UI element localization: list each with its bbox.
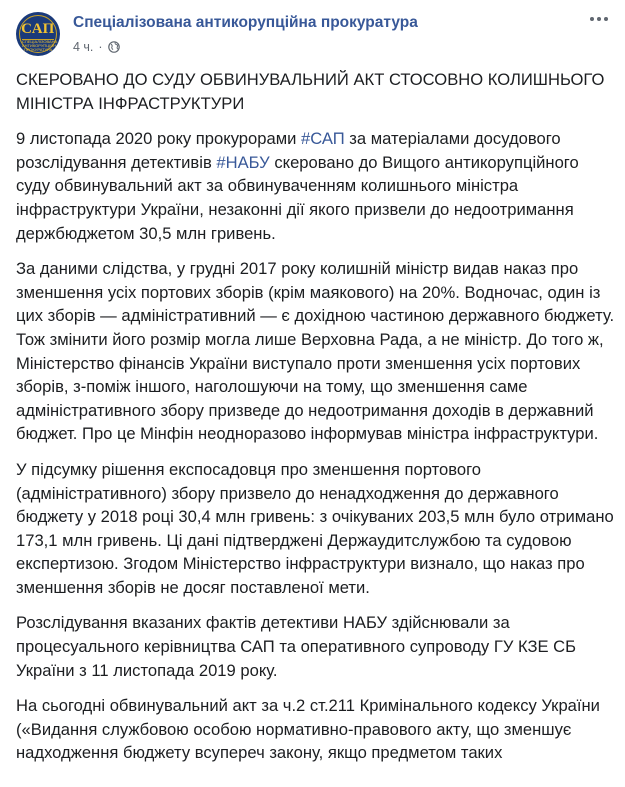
post-timestamp[interactable]: 4 ч. bbox=[73, 40, 94, 54]
post-header bbox=[16, 10, 609, 66]
post-paragraph-2: За даними слідства, у грудні 2017 року колишній міністр видав наказ про зменшення усіх портових зборів (крім маякового) на 20%. Водночас, один із цих зборів — адміністративний — є дохідною частиною державного бюджету. Тож змінити його розмір могла лише Верховна Рада, а не міністр. До того ж, Міністерство фінансів України виступало проти зменшення усіх портових зборів, з-поміж іншого, наголошуючи на тому, що зменшення саме адміністративного збору призведе до недоотримання доходів в державний бюджет. Про це Мінфін неодноразово інформував міністра інфраструктури. bbox=[16, 259, 615, 444]
meta-separator: · bbox=[98, 40, 103, 54]
post-meta bbox=[73, 40, 120, 54]
avatar-caption: СПЕЦІАЛІЗОВАНА АНТИКОРУПЦІЙНА ПРОКУРАТУРА bbox=[22, 39, 59, 52]
globe-icon[interactable] bbox=[108, 41, 120, 53]
avatar[interactable] bbox=[16, 12, 60, 56]
post-paragraph-4: Розслідування вказаних фактів детективи НАБУ здійснювали за процесуального керівництва САП та оперативного супроводу ГУ КЗЕ СБ України з 11 листопада 2019 року. bbox=[16, 613, 577, 680]
post-title: СКЕРОВАНО ДО СУДУ ОБВИНУВАЛЬНИЙ АКТ СТОСОВНО КОЛИШНЬОГО МІНІСТРА ІНФРАСТРУКТУРИ bbox=[16, 70, 605, 113]
post-paragraph-1 bbox=[16, 127, 616, 245]
paragraph-text: скеровано до Вищого антикорупційного суду обвинувальний акт за обвинуваченням колишнього міністра інфраструктури України, незаконні дії якого призвели до недоотримання держбюджетом 30,5 млн гривень. bbox=[16, 152, 579, 243]
paragraph-text: за матеріалами досудового розслідування детективів bbox=[16, 129, 561, 172]
more-options-icon[interactable] bbox=[585, 10, 613, 28]
more-dot bbox=[604, 17, 608, 21]
avatar-abbreviation: САП bbox=[21, 21, 55, 37]
post-content bbox=[16, 68, 616, 777]
more-dot bbox=[597, 17, 601, 21]
more-dot bbox=[590, 17, 594, 21]
post-paragraph-5: На сьогодні обвинувальний акт за ч.2 ст.211 Кримінального кодексу України («Видання службовою особою нормативно-правового акту, що зменшує надходження бюджету всупереч закону, якщо предметом таких bbox=[16, 696, 600, 763]
page-name-link[interactable]: Спеціалізована антикорупційна прокуратура bbox=[73, 14, 418, 31]
paragraph-text: 9 листопада 2020 року прокурорами bbox=[16, 129, 302, 149]
post-paragraph-3: У підсумку рішення експосадовця про зменшення портового (адміністративного) збору призвело до ненадходження до державного бюджету у 2018 році 30,4 млн гривень: з очікуваних 203,5 млн було отримано 173,1 млн гривень. Ці дані підтверджені Держаудитслужбою та судовою експертизою. Згодом Міністерство інфраструктури визнало, що наказ про зменшення зборів не досяг поставленої мети. bbox=[16, 459, 614, 597]
hashtag-nabu-link[interactable]: #НАБУ bbox=[216, 152, 270, 172]
hashtag-sap-link[interactable]: #САП bbox=[301, 129, 345, 149]
